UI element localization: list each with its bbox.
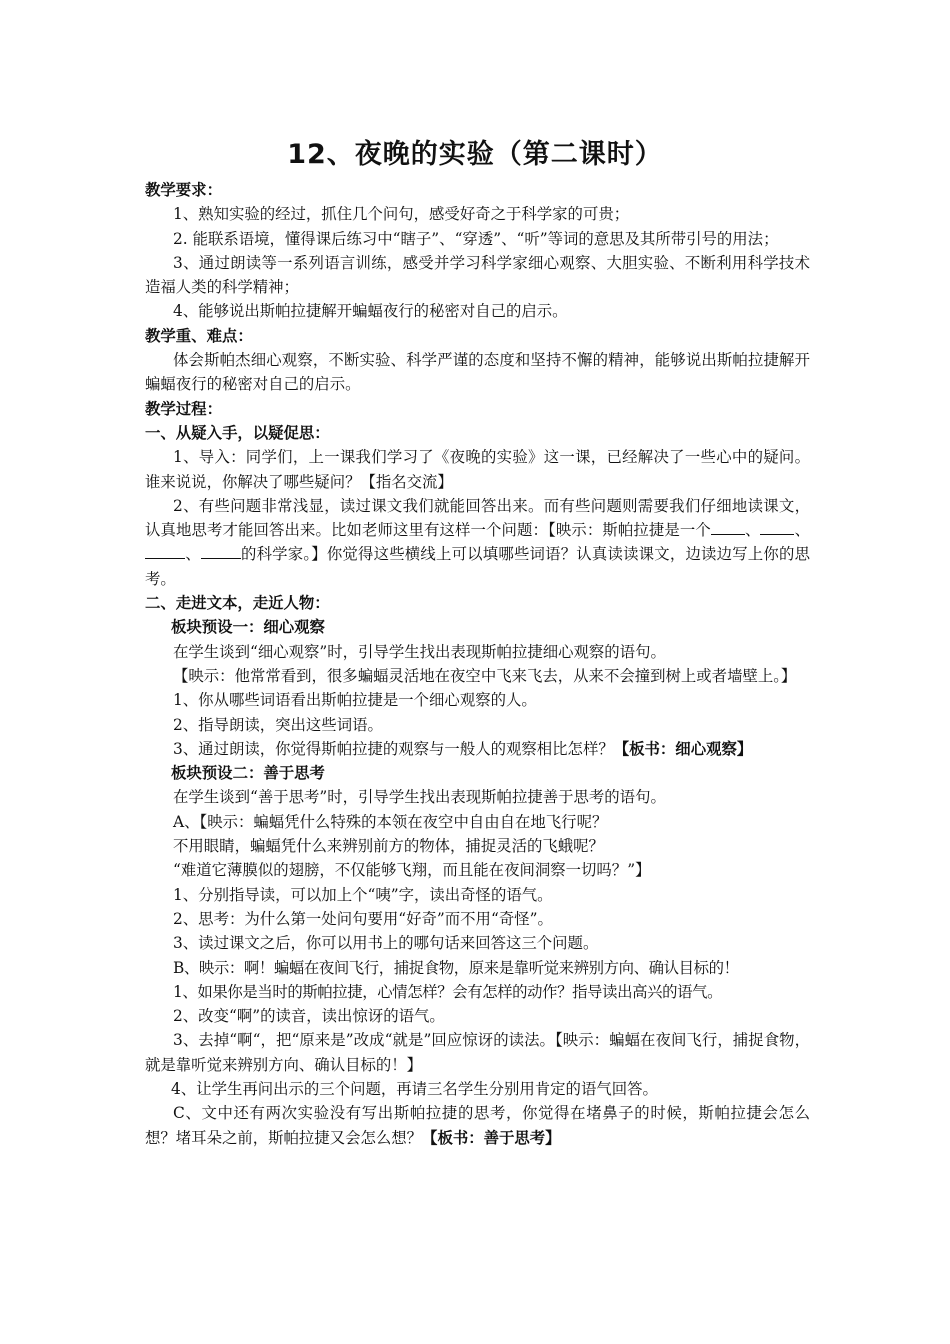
block2-a-question-3: 3、读过课文之后，你可以用书上的哪句话来回答这三个问题。 (173, 934, 599, 953)
block1-heading: 板块预设一：细心观察 (171, 618, 325, 637)
board-note: 【板书：善于思考】 (422, 1128, 561, 1147)
separator: 、 (185, 545, 201, 564)
heading-process: 教学过程： (145, 399, 222, 418)
board-note: 【板书：细心观察】 (613, 739, 753, 758)
requirement-2: 2. 能联系语境，懂得课后练习中“瞎子”、“穿透”、“听”等词的意思及其所带引号的用法； (173, 229, 779, 248)
heading-part-1: 一、从疑入手，以疑促思： (145, 423, 330, 442)
part1-item-2-tail: 的科学家。】你觉得这些横线上可以填哪些词语？认真读读课文，边读边写上你的思考。 (145, 545, 810, 588)
separator: 、 (744, 521, 761, 540)
block2-a-question-2: 2、思考：为什么第一处问句要用“好奇”而不用“奇怪”。 (173, 909, 553, 928)
block1-question-1: 1、你从哪些词语看出斯帕拉捷是一个细心观察的人。 (173, 691, 537, 710)
requirement-1: 1、熟知实验的经过，抓住几个问句，感受好奇之于科学家的可贵； (173, 205, 630, 224)
block2-b-question-3: 3、去掉“啊“，把“原来是”改成“就是”回应惊讶的读法。【映示：蝙蝠在夜间飞行，捕捉食物，就是靠听觉来辨别方向、确认目标的！】 (145, 1031, 810, 1074)
requirement-3: 3、通过朗读等一系列语言训练，感受并学习科学家细心观察、大胆实验、不断利用科学技术造福人类的科学精神； (145, 253, 810, 297)
fill-blank (711, 519, 745, 535)
heading-key-points: 教学重、难点： (145, 326, 253, 345)
document-body (145, 178, 810, 1150)
block2-a-3: “难道它薄膜似的翅膀，不仅能够飞翔，而且能在夜间洞察一切吗？”】 (173, 861, 651, 880)
block2-b-question-2: 2、改变“啊”的读音，读出惊讶的语气。 (173, 1007, 445, 1026)
block2-a-1: A、【映示：蝙蝠凭什么特殊的本领在夜空中自由自在地飞行呢？ (173, 812, 608, 831)
part1-item-1: 1、导入：同学们，上一课我们学习了《夜晚的实验》这一课，已经解决了一些心中的疑问。谁来说说，你解决了哪些疑问？【指名交流】 (145, 448, 810, 491)
fill-blank (760, 519, 794, 535)
block1-intro: 在学生谈到“细心观察”时，引导学生找出表现斯帕拉捷细心观察的语句。 (173, 642, 666, 661)
block2-intro: 在学生谈到“善于思考”时，引导学生找出表现斯帕拉捷善于思考的语句。 (173, 788, 666, 807)
heading-requirements: 教学要求： (145, 181, 222, 199)
block2-a-question-1: 1、分别指导读，可以加上个“咦”字，读出奇怪的语气。 (173, 885, 553, 904)
requirement-4: 4、能够说出斯帕拉捷解开蝙蝠夜行的秘密对自己的启示。 (173, 302, 568, 321)
block2-b: B、映示：啊！蝙蝠在夜间飞行，捕捉食物，原来是靠听觉来辨别方向、确认目标的！ (173, 958, 739, 977)
block1-question-3 (145, 737, 810, 761)
block2-heading: 板块预设二：善于思考 (171, 764, 325, 783)
page-title: 12、夜晚的实验（第二课时） (287, 139, 663, 170)
block1-question-2: 2、指导朗读，突出这些词语。 (173, 715, 383, 734)
block2-c (145, 1101, 810, 1150)
block2-b-question-1: 1、如果你是当时的斯帕拉捷，心情怎样？会有怎样的动作？指导读出高兴的语气。 (173, 982, 723, 1001)
block2-c-text: C、文中还有两次实验没有写出斯帕拉捷的思考，你觉得在堵鼻子的时候，斯帕拉捷会怎么想？堵耳朵之前，斯帕拉捷又会怎么想？ (145, 1104, 810, 1147)
heading-part-2: 二、走进文本，走近人物： (145, 594, 330, 613)
fill-blank (145, 543, 185, 559)
part1-item-2-lead: 2、有些问题非常浅显，读过课文我们就能回答出来。而有些问题则需要我们仔细地读课文，认真地思考才能回答出来。比如老师这里有这样一个问题：【映示：斯帕拉捷是一个 (145, 496, 810, 540)
separator: 、 (794, 521, 810, 540)
part1-item-2 (145, 494, 810, 591)
block1-show: 【映示：他常常看到，很多蝙蝠灵活地在夜空中飞来飞去，从来不会撞到树上或者墙壁上。】 (173, 666, 797, 685)
fill-blank (201, 543, 241, 559)
key-points-text: 体会斯帕杰细心观察，不断实验、科学严谨的态度和坚持不懈的精神，能够说出斯帕拉捷解开蝙蝠夜行的秘密对自己的启示。 (145, 351, 810, 394)
block2-a-2: 不用眼睛，蝙蝠凭什么来辨别前方的物体，捕捉灵活的飞蛾呢？ (173, 837, 604, 856)
block2-b-question-4: 4、让学生再问出示的三个问题，再请三名学生分别用肯定的语气回答。 (171, 1079, 658, 1098)
block1-question-3-text: 3、通过朗读，你觉得斯帕拉捷的观察与一般人的观察相比怎样？ (173, 739, 614, 758)
